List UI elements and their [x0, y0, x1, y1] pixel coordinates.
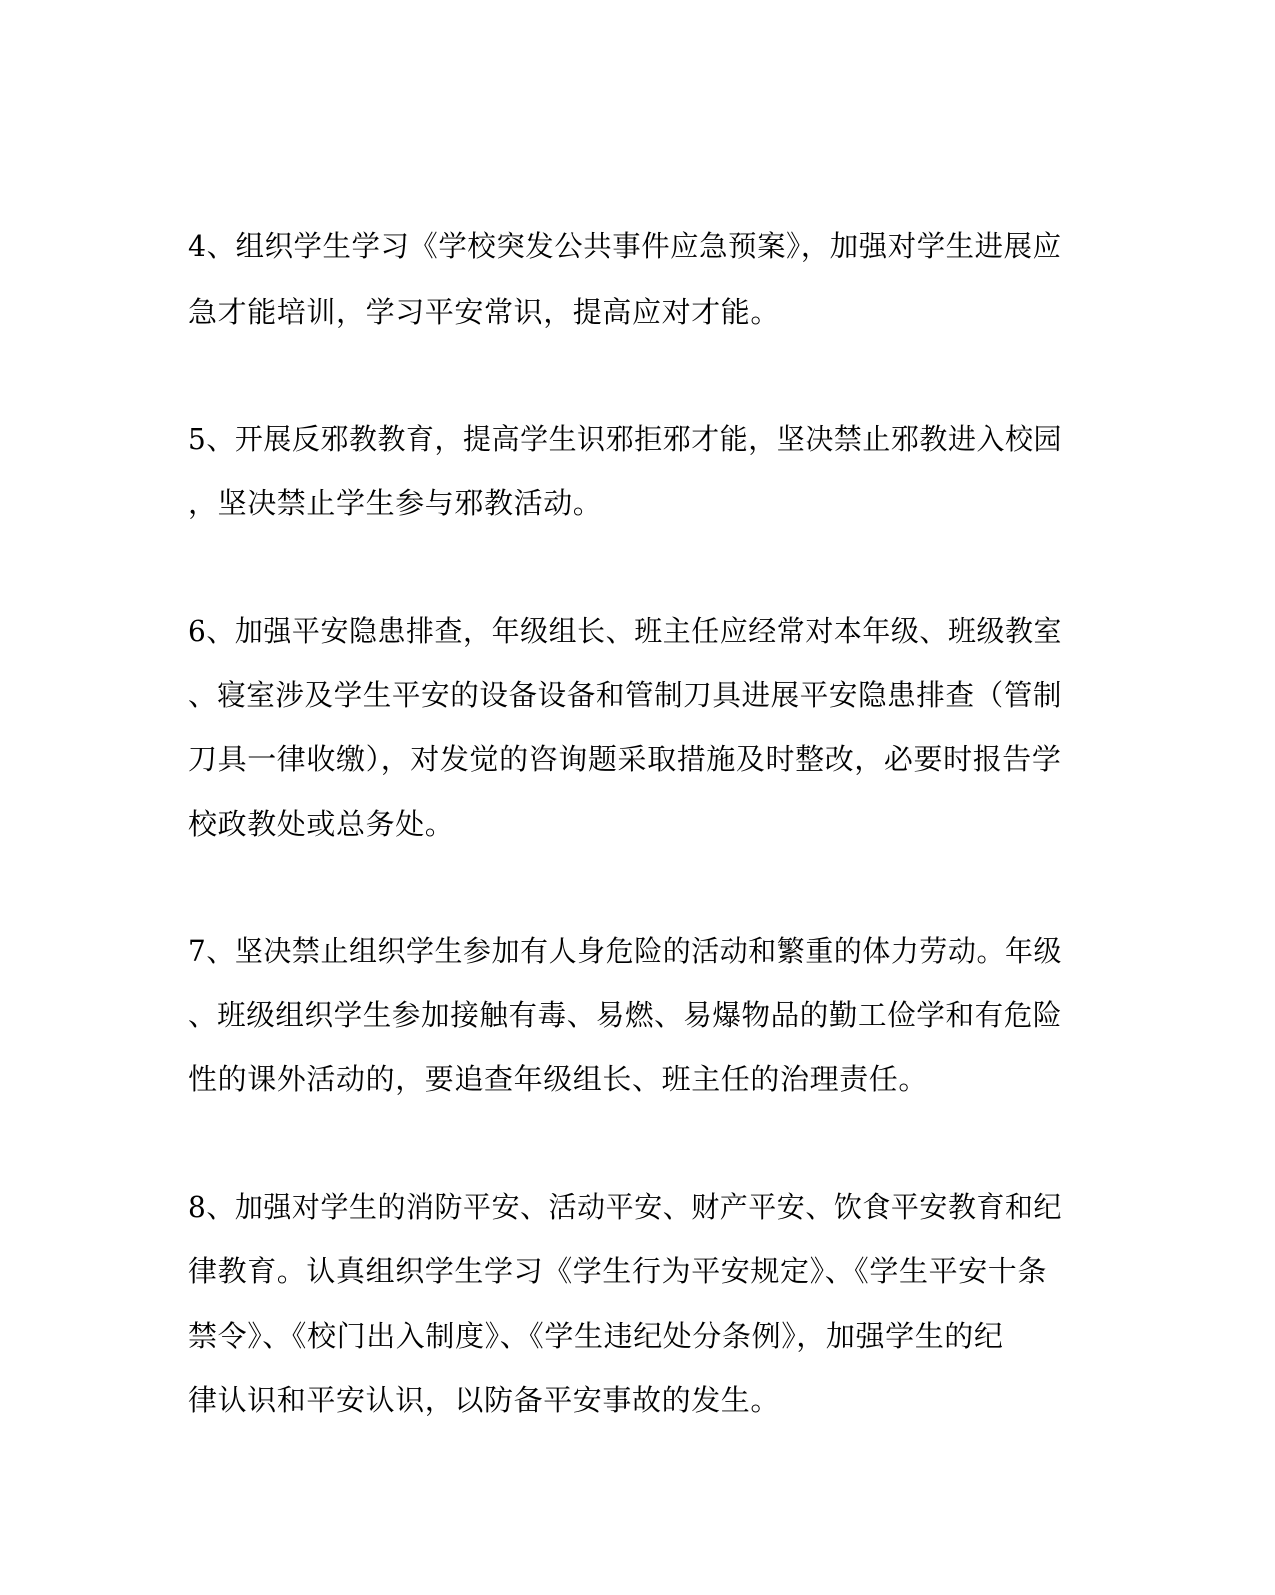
paragraph-5-line-2: ，坚决禁止学生参与邪教活动。: [188, 486, 603, 520]
paragraph-8-line-4: 律认识和平安认识，以防备平安事故的发生。: [188, 1383, 781, 1417]
paragraph-7-line-2: 、班级组织学生参加接触有毒、易燃、易爆物品的勤工俭学和有危险: [188, 998, 1062, 1032]
paragraph-4-line-1: 4、组织学生学习《学校突发公共事件应急预案》，加强对学生进展应: [188, 229, 1062, 263]
paragraph-8-line-1: 8、加强对学生的消防平安、活动平安、财产平安、饮食平安教育和纪: [188, 1190, 1063, 1224]
paragraph-6-line-1: 6、加强平安隐患排查，年级组长、班主任应经常对本年级、班级教室: [188, 614, 1063, 648]
paragraph-8-line-3: 禁令》、《校门出入制度》、《学生违纪处分条例》，加强学生的纪: [188, 1319, 1004, 1353]
paragraph-6-line-3: 刀具一律收缴），对发觉的咨询题采取措施及时整改，必要时报告学: [188, 742, 1062, 776]
paragraph-7-line-3: 性的课外活动的，要追查年级组长、班主任的治理责任。: [188, 1062, 929, 1096]
paragraph-5-line-1: 5、开展反邪教教育，提高学生识邪拒邪才能，坚决禁止邪教进入校园: [188, 422, 1063, 456]
paragraph-6-line-4: 校政教处或总务处。: [188, 807, 455, 841]
paragraph-7-line-1: 7、坚决禁止组织学生参加有人身危险的活动和繁重的体力劳动。年级: [188, 934, 1063, 968]
paragraph-6-line-2: 、寝室涉及学生平安的设备设备和管制刀具进展平安隐患排查（管制: [188, 678, 1062, 712]
paragraph-8-line-2: 律教育。认真组织学生学习《学生行为平安规定》、《学生平安十条: [188, 1254, 1048, 1288]
paragraph-4-line-2: 急才能培训，学习平安常识，提高应对才能。: [188, 295, 781, 329]
